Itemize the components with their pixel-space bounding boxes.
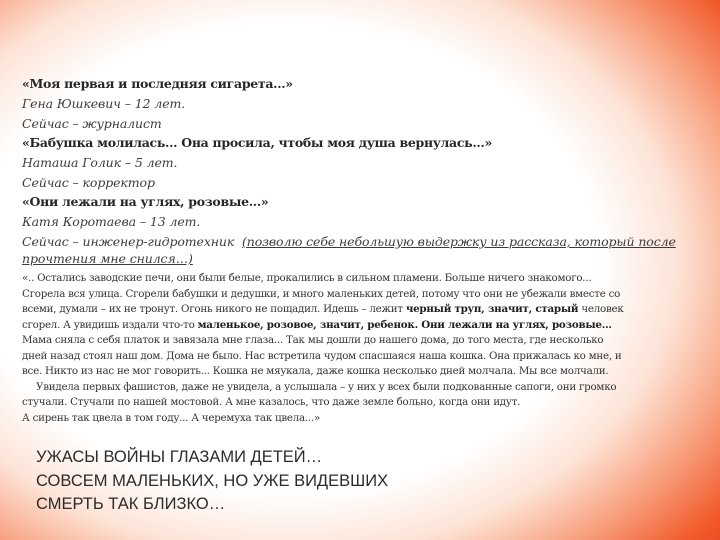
slide-content [22, 74, 690, 426]
story2-title: «Бабушка молилась... Она просила, чтобы моя душа вернулась...» [22, 135, 493, 150]
story1-occupation: Сейчас – журналист [22, 116, 162, 131]
story3-author: Катя Коротаева – 13 лет. [22, 214, 201, 229]
story2-occupation: Сейчас – корректор [22, 175, 155, 190]
excerpt-emphasis: маленькое, розовое, значит, ребенок. Они лежали на углях, розовые... [197, 318, 612, 331]
excerpt-line: Мама сняла с себя платок и завязала мне глаза... Так мы дошли до нашего дома, до того места, где несколько [22, 334, 604, 346]
footer-line: СОВСЕМ МАЛЕНЬКИХ, НО УЖЕ ВИДЕВШИХ [36, 471, 389, 490]
slide-footer-caption [36, 446, 388, 517]
excerpt-line: стучали. Стучали по нашей мостовой. А мне казалось, что даже земле больно, когда они идут. [22, 396, 521, 408]
story-excerpt [22, 271, 690, 426]
story3-note-continued: прочтения мне снился…) [22, 251, 193, 266]
excerpt-line [22, 302, 690, 318]
excerpt-line: Увидела первых фашистов, даже не увидела, а услышала – у них у всех были подкованные сапоги, они громко [36, 380, 617, 393]
excerpt-text: всеми, думали – их не тронут. Огонь никого не пощадил. Идешь – лежит [22, 303, 403, 315]
excerpt-line: все. Никто из нас не мог говорить... Кошка не мяукала, даже кошка несколько дней молчала. Мы все молчали. [22, 365, 609, 377]
story2-author: Наташа Голик – 5 лет. [22, 155, 178, 170]
story3-occupation [22, 234, 690, 250]
story3-title: «Они лежали на углях, розовые...» [22, 194, 269, 209]
story3-note: (позволю себе небольшую выдержку из рассказа, который после [242, 234, 676, 249]
story1-author: Гена Юшкевич – 12 лет. [22, 96, 186, 111]
footer-line: УЖАСЫ ВОЙНЫ ГЛАЗАМИ ДЕТЕЙ… [36, 448, 323, 466]
excerpt-line: Сгорела вся улица. Сгорели бабушки и дедушки, и много маленьких детей, потому что они не убежали вместе со [22, 287, 621, 300]
excerpt-text: сгорел. А увидишь издали что-то [22, 318, 195, 331]
footer-line: СМЕРТЬ ТАК БЛИЗКО… [36, 495, 226, 513]
excerpt-line: «.. Остались заводские печи, они были белые, прокалились в сильном пламени. Больше ничего знакомого... [22, 272, 592, 284]
story1-title: «Моя первая и последняя сигарета...» [22, 76, 293, 91]
excerpt-line: А сирень так цвела в том году... А черемуха так цвела...» [22, 411, 321, 424]
excerpt-emphasis: черный труп, значит, старый [405, 303, 579, 315]
excerpt-line [22, 318, 690, 334]
story3-occupation-text: Сейчас – инженер-гидротехник [22, 234, 235, 249]
excerpt-line: дней назад стоял наш дом. Дома не было. Нас встретила чудом спасшаяся наша кошка. Она прижалась ко мне, и [22, 349, 622, 362]
excerpt-text: человек [581, 303, 624, 315]
